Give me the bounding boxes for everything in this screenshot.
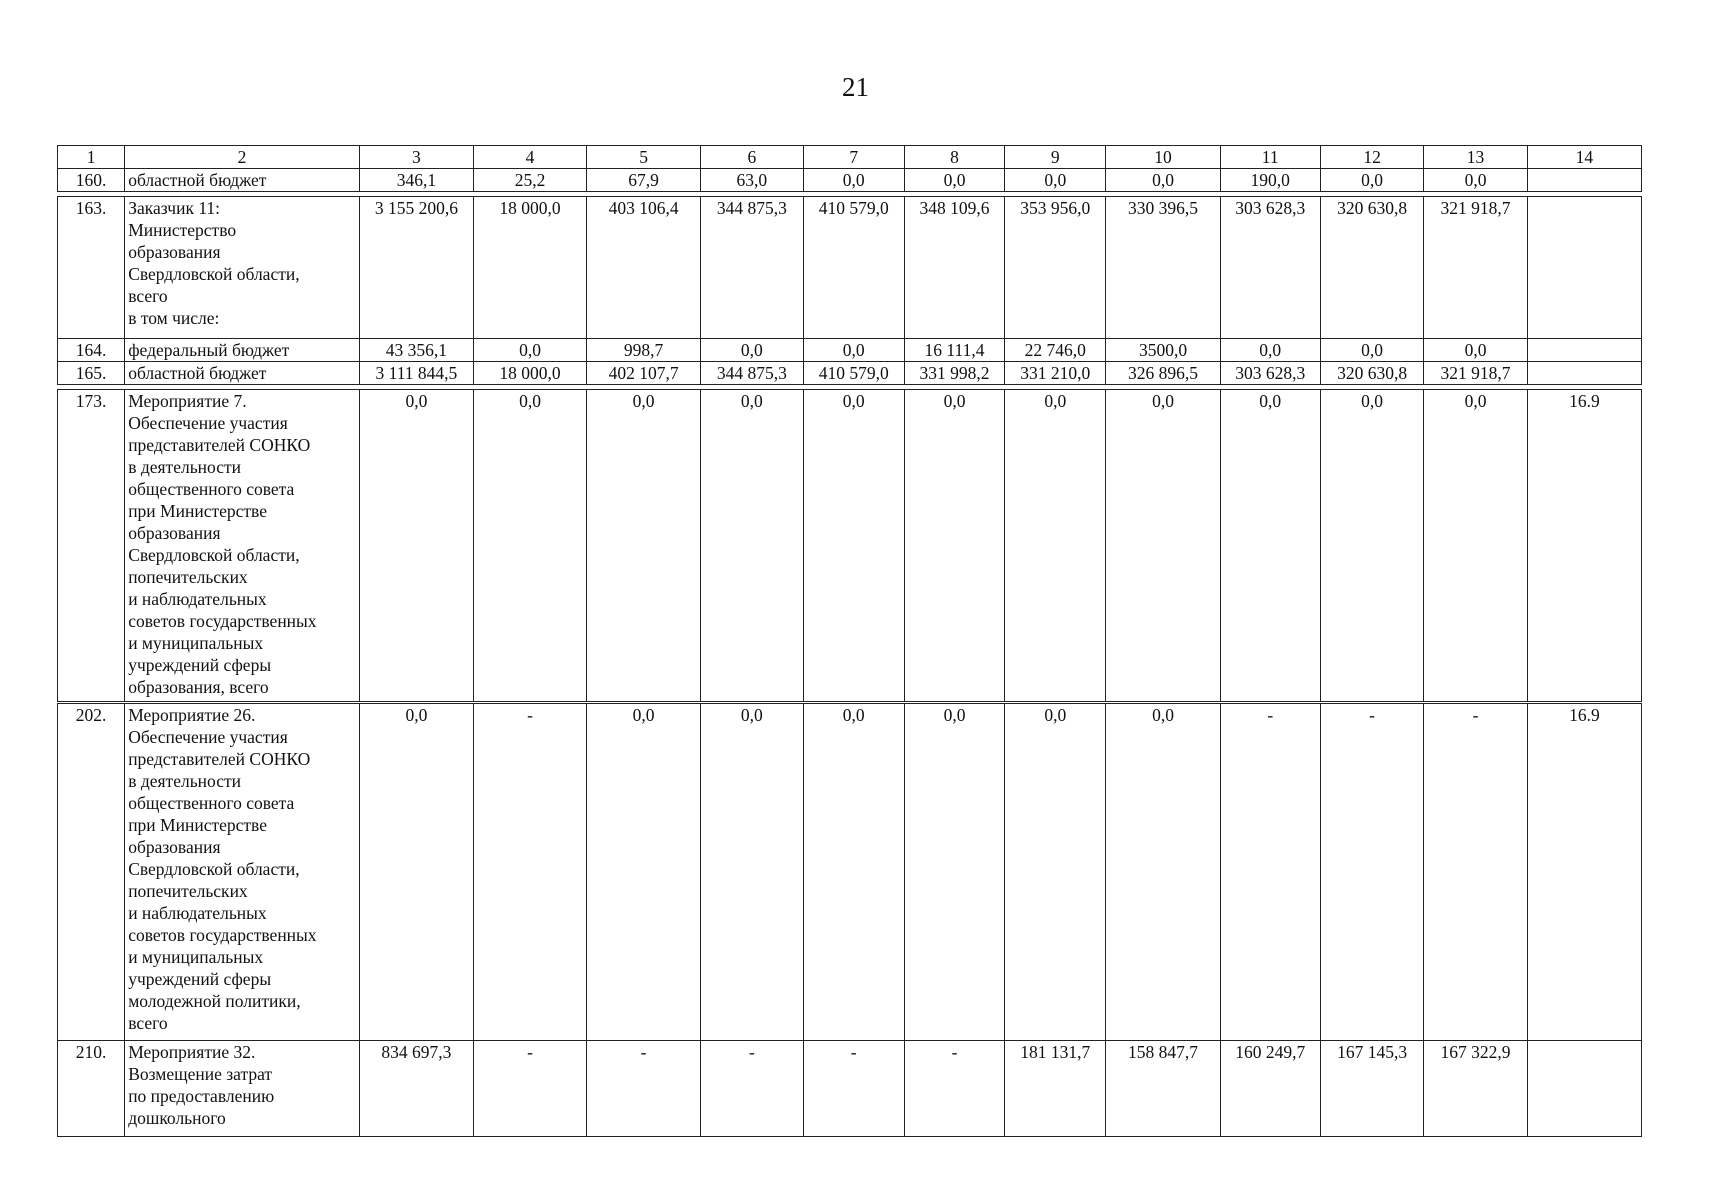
- value-cell: 344 875,3: [701, 362, 803, 385]
- table-header-block: [57, 145, 1642, 192]
- value-cell: 18 000,0: [473, 197, 586, 339]
- value-cell: 0,0: [904, 390, 1004, 702]
- page-number: 21: [842, 72, 869, 102]
- value-cell: 0,0: [1005, 169, 1106, 192]
- table-row-163: [58, 197, 1642, 339]
- value-cell: 3 155 200,6: [359, 197, 473, 339]
- row-name-line: общественного совета: [128, 479, 295, 499]
- value-cell: 0,0: [1320, 390, 1423, 702]
- row-name: [125, 390, 360, 702]
- value-cell: 0,0: [1424, 169, 1527, 192]
- value-cell: 3 111 844,5: [359, 362, 473, 385]
- row-name-line: в деятельности: [128, 457, 242, 477]
- row-name-line: Свердловской области,: [128, 264, 300, 284]
- row-name-line: Возмещение затрат: [128, 1064, 273, 1084]
- value-cell: 158 847,7: [1106, 1041, 1220, 1137]
- row-name-line: при Министерстве: [128, 815, 267, 835]
- value-cell: -: [1424, 704, 1527, 1041]
- value-cell: 0,0: [1106, 704, 1220, 1041]
- value-cell: 16.9: [1527, 704, 1641, 1041]
- row-name-line: и наблюдательных: [128, 589, 267, 609]
- row-name-line: дошкольного: [128, 1108, 226, 1128]
- table-row-160: [58, 169, 1642, 192]
- value-cell: -: [701, 1041, 803, 1137]
- row-name-line: образования: [128, 523, 221, 543]
- value-cell: 331 998,2: [904, 362, 1004, 385]
- row-number: 160.: [58, 169, 125, 192]
- column-numbers-row: [58, 146, 1642, 169]
- value-cell: [1527, 1041, 1641, 1137]
- row-name: [125, 1041, 360, 1137]
- row-number: 202.: [58, 704, 125, 1041]
- value-cell: 410 579,0: [803, 197, 904, 339]
- value-cell: 0,0: [1005, 704, 1106, 1041]
- value-cell: 320 630,8: [1320, 197, 1423, 339]
- value-cell: 167 145,3: [1320, 1041, 1423, 1137]
- value-cell: 0,0: [587, 704, 701, 1041]
- value-cell: -: [1220, 704, 1320, 1041]
- table-block-customer-11: [57, 196, 1642, 385]
- row-name-line: и муниципальных: [128, 947, 264, 967]
- value-cell: 402 107,7: [587, 362, 701, 385]
- value-cell: 16 111,4: [904, 339, 1004, 362]
- column-header: 11: [1220, 146, 1320, 169]
- value-cell: [1527, 339, 1641, 362]
- value-cell: 346,1: [359, 169, 473, 192]
- row-name-line: образования: [128, 242, 221, 262]
- value-cell: 303 628,3: [1220, 362, 1320, 385]
- value-cell: 167 322,9: [1424, 1041, 1527, 1137]
- row-name-line: Обеспечение участия: [128, 727, 288, 747]
- value-cell: 0,0: [701, 704, 803, 1041]
- row-name-line: и наблюдательных: [128, 903, 267, 923]
- row-name-line: Заказчик 11:: [128, 198, 221, 218]
- row-name-line: советов государственных: [128, 611, 317, 631]
- value-cell: 0,0: [359, 704, 473, 1041]
- value-cell: 0,0: [1424, 339, 1527, 362]
- value-cell: 18 000,0: [473, 362, 586, 385]
- row-name: федеральный бюджет: [125, 339, 360, 362]
- row-name-line: представителей СОНКО: [128, 749, 311, 769]
- column-header: 14: [1527, 146, 1641, 169]
- row-name-line: Министерство: [128, 220, 237, 240]
- value-cell: 0,0: [904, 704, 1004, 1041]
- row-name-line: попечительских: [128, 567, 248, 587]
- value-cell: 0,0: [473, 339, 586, 362]
- value-cell: 403 106,4: [587, 197, 701, 339]
- value-cell: 190,0: [1220, 169, 1320, 192]
- value-cell: 67,9: [587, 169, 701, 192]
- table-row-210: [58, 1041, 1642, 1137]
- column-header: 8: [904, 146, 1004, 169]
- row-name-line: образования, всего: [128, 677, 269, 697]
- value-cell: 0,0: [803, 390, 904, 702]
- value-cell: 63,0: [701, 169, 803, 192]
- value-cell: [1527, 362, 1641, 385]
- value-cell: 0,0: [1106, 169, 1220, 192]
- row-name: областной бюджет: [125, 169, 360, 192]
- value-cell: 0,0: [803, 704, 904, 1041]
- row-name-line: учреждений сферы: [128, 969, 272, 989]
- row-name-line: Мероприятие 32.: [128, 1042, 256, 1062]
- column-header: 4: [473, 146, 586, 169]
- row-number: 210.: [58, 1041, 125, 1137]
- value-cell: 22 746,0: [1005, 339, 1106, 362]
- value-cell: 330 396,5: [1106, 197, 1220, 339]
- value-cell: 0,0: [803, 169, 904, 192]
- row-name-line: учреждений сферы: [128, 655, 272, 675]
- column-header: 12: [1320, 146, 1423, 169]
- value-cell: 303 628,3: [1220, 197, 1320, 339]
- column-header: 13: [1424, 146, 1527, 169]
- row-name-line: Обеспечение участия: [128, 413, 288, 433]
- value-cell: -: [1320, 704, 1423, 1041]
- value-cell: 998,7: [587, 339, 701, 362]
- value-cell: 344 875,3: [701, 197, 803, 339]
- value-cell: 321 918,7: [1424, 197, 1527, 339]
- row-name-line: образования: [128, 837, 221, 857]
- value-cell: 16.9: [1527, 390, 1641, 702]
- value-cell: -: [803, 1041, 904, 1137]
- row-name-line: в том числе:: [128, 308, 220, 328]
- row-name-line: в деятельности: [128, 771, 242, 791]
- column-header: 6: [701, 146, 803, 169]
- value-cell: 0,0: [1005, 390, 1106, 702]
- column-header: 5: [587, 146, 701, 169]
- table-block-row-210: [57, 1040, 1642, 1137]
- row-name: [125, 197, 360, 339]
- value-cell: 348 109,6: [904, 197, 1004, 339]
- value-cell: 43 356,1: [359, 339, 473, 362]
- row-number: 163.: [58, 197, 125, 339]
- row-number: 164.: [58, 339, 125, 362]
- value-cell: [1527, 197, 1641, 339]
- row-name-line: советов государственных: [128, 925, 317, 945]
- column-header: 1: [58, 146, 125, 169]
- row-name-line: всего: [128, 286, 168, 306]
- row-name-line: молодежной политики,: [128, 991, 301, 1011]
- row-name-line: Мероприятие 7.: [128, 391, 247, 411]
- table-row-173: [58, 390, 1642, 702]
- column-header: 3: [359, 146, 473, 169]
- value-cell: 331 210,0: [1005, 362, 1106, 385]
- table-block-row-173: [57, 389, 1642, 702]
- row-name-line: Свердловской области,: [128, 859, 300, 879]
- value-cell: 160 249,7: [1220, 1041, 1320, 1137]
- table-row-202: [58, 704, 1642, 1041]
- value-cell: 321 918,7: [1424, 362, 1527, 385]
- value-cell: 0,0: [1220, 390, 1320, 702]
- column-header: 2: [125, 146, 360, 169]
- value-cell: 353 956,0: [1005, 197, 1106, 339]
- row-name-line: попечительских: [128, 881, 248, 901]
- row-name-line: при Министерстве: [128, 501, 267, 521]
- row-number: 165.: [58, 362, 125, 385]
- row-name-line: Свердловской области,: [128, 545, 300, 565]
- value-cell: 0,0: [701, 390, 803, 702]
- value-cell: 326 896,5: [1106, 362, 1220, 385]
- value-cell: 834 697,3: [359, 1041, 473, 1137]
- value-cell: 3500,0: [1106, 339, 1220, 362]
- row-name: [125, 704, 360, 1041]
- value-cell: 320 630,8: [1320, 362, 1423, 385]
- row-name-line: всего: [128, 1013, 168, 1033]
- table-row-164: [58, 339, 1642, 362]
- value-cell: 0,0: [803, 339, 904, 362]
- value-cell: 0,0: [473, 390, 586, 702]
- value-cell: -: [587, 1041, 701, 1137]
- value-cell: 0,0: [587, 390, 701, 702]
- value-cell: 410 579,0: [803, 362, 904, 385]
- row-name-line: по предоставлению: [128, 1086, 275, 1106]
- value-cell: -: [473, 704, 586, 1041]
- value-cell: 0,0: [1424, 390, 1527, 702]
- value-cell: 0,0: [359, 390, 473, 702]
- value-cell: 181 131,7: [1005, 1041, 1106, 1137]
- value-cell: -: [904, 1041, 1004, 1137]
- row-name-line: представителей СОНКО: [128, 435, 311, 455]
- value-cell: [1527, 169, 1641, 192]
- column-header: 10: [1106, 146, 1220, 169]
- value-cell: 25,2: [473, 169, 586, 192]
- row-name-line: общественного совета: [128, 793, 295, 813]
- value-cell: 0,0: [1220, 339, 1320, 362]
- value-cell: 0,0: [1106, 390, 1220, 702]
- value-cell: -: [473, 1041, 586, 1137]
- column-header: 9: [1005, 146, 1106, 169]
- table-block-row-202: [57, 703, 1642, 1041]
- row-number: 173.: [58, 390, 125, 702]
- table-row-165: [58, 362, 1642, 385]
- value-cell: 0,0: [701, 339, 803, 362]
- row-name-line: Мероприятие 26.: [128, 705, 256, 725]
- value-cell: 0,0: [904, 169, 1004, 192]
- value-cell: 0,0: [1320, 339, 1423, 362]
- row-name-line: и муниципальных: [128, 633, 264, 653]
- row-name: областной бюджет: [125, 362, 360, 385]
- column-header: 7: [803, 146, 904, 169]
- value-cell: 0,0: [1320, 169, 1423, 192]
